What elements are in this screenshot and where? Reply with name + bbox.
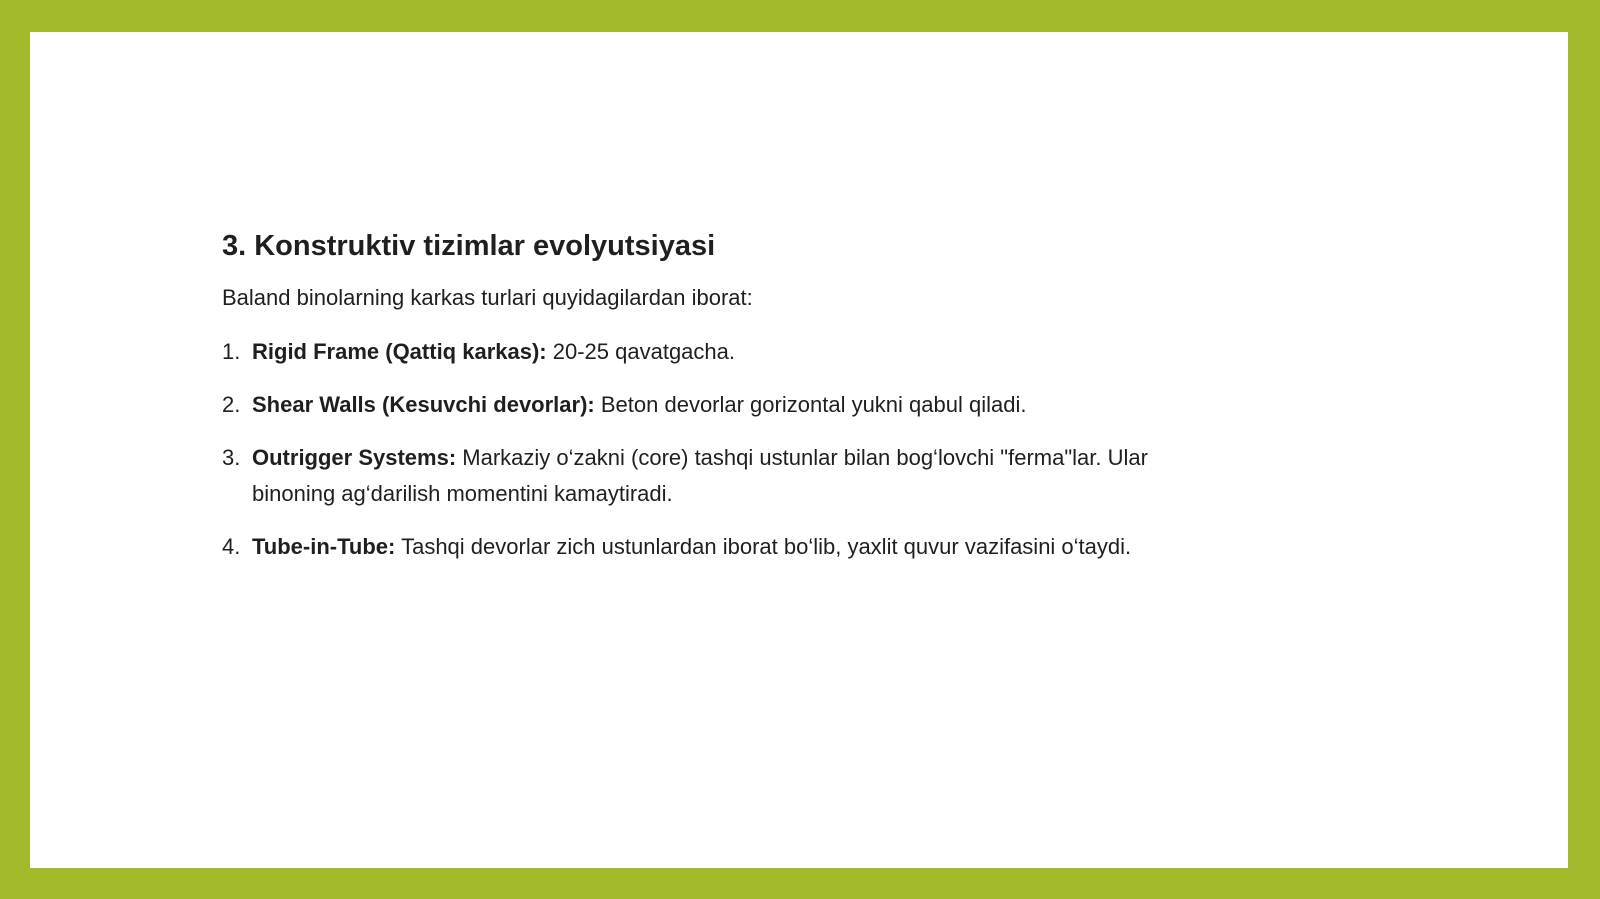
list-item (222, 387, 1162, 423)
list-item-text: Tashqi devorlar zich ustunlardan iborat bo‘lib, yaxlit quvur vazifasini o‘taydi. (395, 534, 1132, 559)
list-item-text: Beton devorlar gorizontal yukni qabul qiladi. (594, 392, 1027, 417)
list-item (222, 440, 1162, 512)
list-item (222, 334, 1162, 370)
list-item-term: Shear Walls (Kesuvchi devorlar): (252, 392, 595, 417)
structural-systems-list (222, 334, 1162, 565)
list-item-number: 4. (222, 534, 241, 559)
list-item-term: Outrigger Systems: (252, 445, 457, 470)
list-item-number: 1. (222, 339, 241, 364)
list-item-number: 3. (222, 445, 241, 470)
slide-content (222, 228, 1162, 582)
intro-text: Baland binolarning karkas turlari quyidagilardan iborat: (222, 285, 753, 310)
list-item (222, 529, 1162, 565)
list-item-term: Tube-in-Tube: (252, 534, 396, 559)
slide-canvas (30, 32, 1568, 868)
list-item-text: Markaziy o‘zakni (core) tashqi ustunlar bilan bog‘lovchi "ferma"lar. Ular binoning ag‘darilish momentini kamaytiradi. (252, 445, 1148, 506)
list-item-term: Rigid Frame (Qattiq karkas): (252, 339, 547, 364)
slide-heading: 3. Konstruktiv tizimlar evolyutsiyasi (222, 230, 716, 262)
list-item-text: 20-25 qavatgacha. (546, 339, 736, 364)
list-item-number: 2. (222, 392, 241, 417)
